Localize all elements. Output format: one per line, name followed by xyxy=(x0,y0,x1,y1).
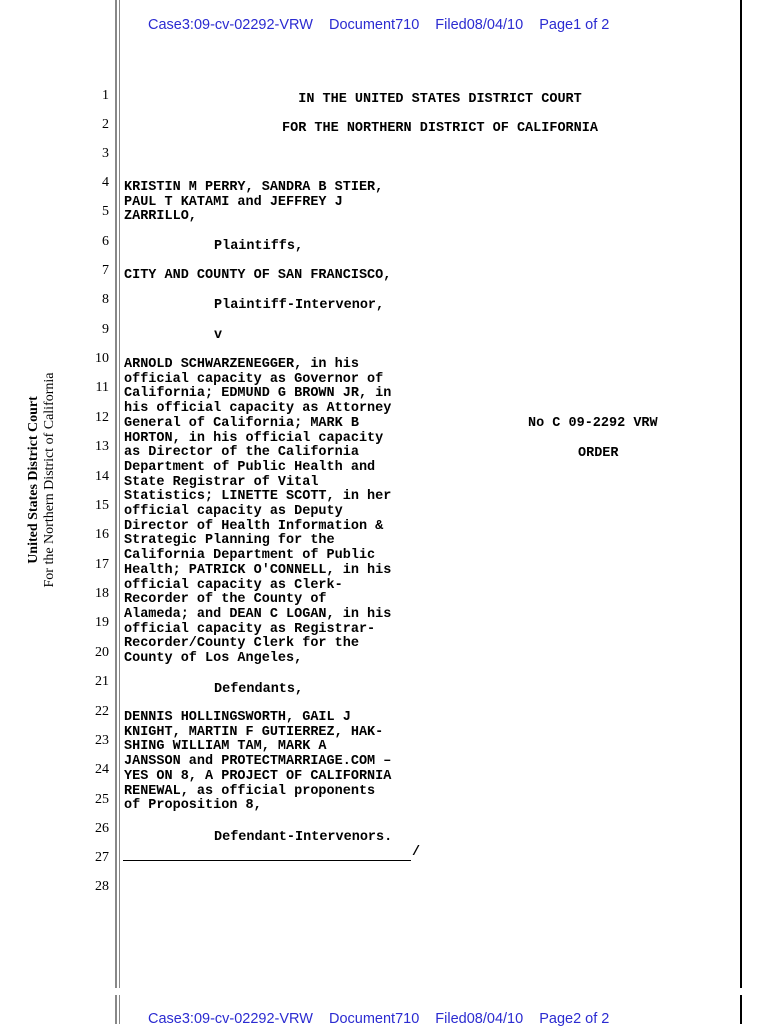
document-title: ORDER xyxy=(578,446,619,461)
caption-line: Strategic Planning for the xyxy=(124,533,335,549)
defendants-names xyxy=(124,358,391,667)
left-margin-rule xyxy=(115,0,117,988)
caption-line: official capacity as Clerk- xyxy=(124,577,343,593)
caption-line: as Director of the California xyxy=(124,445,359,461)
line-number: 17 xyxy=(95,557,109,572)
line-number: 20 xyxy=(95,645,109,660)
header-document-number: Document710 xyxy=(328,17,420,33)
defendant-intervenors-names xyxy=(124,711,391,814)
court-title-line1: IN THE UNITED STATES DISTRICT COURT xyxy=(298,92,582,107)
intervenor-label: Plaintiff-Intervenor, xyxy=(214,298,385,313)
side-label-court: United States District Court xyxy=(26,396,41,564)
line-number: 3 xyxy=(102,146,109,161)
header-document-number: Document710 xyxy=(328,1011,420,1027)
ecf-header xyxy=(148,17,621,33)
line-number: 18 xyxy=(95,586,109,601)
caption-line: KNIGHT, MARTIN F GUTIERREZ, HAK- xyxy=(124,724,384,740)
caption-line: RENEWAL, as official proponents xyxy=(124,783,376,799)
header-page: Page1 of 2 xyxy=(539,17,610,33)
versus: v xyxy=(214,328,223,343)
caption-line: official capacity as Registrar- xyxy=(124,621,376,637)
line-number: 16 xyxy=(95,527,109,542)
line-number: 11 xyxy=(95,380,109,395)
defendant-intervenors-label: Defendant-Intervenors. xyxy=(214,830,393,845)
line-number: 1 xyxy=(102,88,109,103)
caption-line: General of California; MARK B xyxy=(124,415,359,431)
caption-line: Recorder/County Clerk for the xyxy=(124,636,359,652)
line-number: 25 xyxy=(95,792,109,807)
caption-line: of Proposition 8, xyxy=(124,798,262,814)
line-number: 28 xyxy=(95,879,109,894)
caption-line: his official capacity as Attorney xyxy=(124,401,392,417)
court-title-line2: FOR THE NORTHERN DISTRICT OF CALIFORNIA xyxy=(282,121,598,136)
plaintiffs-names xyxy=(124,181,383,225)
line-number: 4 xyxy=(102,175,109,190)
caption-slash: / xyxy=(412,845,421,860)
line-number: 10 xyxy=(95,351,109,366)
caption-line: California Department of Public xyxy=(124,548,376,564)
line-number: 2 xyxy=(102,117,109,132)
caption-line: Statistics; LINETTE SCOTT, in her xyxy=(124,489,392,505)
header-page: Page2 of 2 xyxy=(539,1011,610,1027)
line-number: 5 xyxy=(102,204,109,219)
left-margin-rule-inner xyxy=(119,0,120,988)
line-number: 8 xyxy=(102,292,109,307)
caption-line: Recorder of the County of xyxy=(124,592,327,608)
side-label-district: For the Northern District of California xyxy=(42,372,57,588)
right-margin-rule-page2 xyxy=(740,995,742,1024)
caption-line: State Registrar of Vital xyxy=(124,474,319,490)
plaintiffs-label: Plaintiffs, xyxy=(214,239,304,254)
line-number: 27 xyxy=(95,850,109,865)
ecf-header-page2 xyxy=(148,1011,621,1027)
caption-line: Director of Health Information & xyxy=(124,518,384,534)
caption-line: ARNOLD SCHWARZENEGGER, in his xyxy=(124,357,359,372)
right-margin-rule xyxy=(740,0,742,988)
header-filed-date: Filed08/04/10 xyxy=(435,1011,524,1027)
left-margin-rule-inner-page2 xyxy=(119,995,120,1024)
plaintiffs-name-line: PAUL T KATAMI and JEFFREY J xyxy=(124,194,343,210)
line-number: 13 xyxy=(95,439,109,454)
line-number: 22 xyxy=(95,704,109,719)
caption-line: JANSSON and PROTECTMARRIAGE.COM – xyxy=(124,754,392,770)
case-number: No C 09-2292 VRW xyxy=(528,416,658,431)
caption-line: Alameda; and DEAN C LOGAN, in his xyxy=(124,606,392,622)
caption-line: California; EDMUND G BROWN JR, in xyxy=(124,386,392,402)
line-number: 21 xyxy=(95,674,109,689)
line-number: 12 xyxy=(95,410,109,425)
header-case-number: Case3:09-cv-02292-VRW xyxy=(148,1011,313,1027)
caption-line: HORTON, in his official capacity xyxy=(124,430,384,446)
caption-line: official capacity as Deputy xyxy=(124,504,343,520)
line-number: 6 xyxy=(102,234,109,249)
header-filed-date: Filed08/04/10 xyxy=(435,17,524,33)
line-number: 23 xyxy=(95,733,109,748)
left-margin-rule-page2 xyxy=(115,995,117,1024)
caption-line: SHING WILLIAM TAM, MARK A xyxy=(124,739,327,755)
caption-line: YES ON 8, A PROJECT OF CALIFORNIA xyxy=(124,768,392,784)
caption-line: County of Los Angeles, xyxy=(124,651,303,667)
caption-line: Health; PATRICK O'CONNELL, in his xyxy=(124,562,392,578)
caption-line: official capacity as Governor of xyxy=(124,371,384,387)
caption-signature-line xyxy=(123,860,411,861)
plaintiffs-name-line: KRISTIN M PERRY, SANDRA B STIER, xyxy=(124,180,384,195)
line-number: 24 xyxy=(95,762,109,777)
line-number: 26 xyxy=(95,821,109,836)
intervenor-name: CITY AND COUNTY OF SAN FRANCISCO, xyxy=(124,268,392,283)
line-number: 7 xyxy=(102,263,109,278)
line-number: 15 xyxy=(95,498,109,513)
caption-line: DENNIS HOLLINGSWORTH, GAIL J xyxy=(124,710,351,725)
line-number: 19 xyxy=(95,615,109,630)
line-number: 9 xyxy=(102,322,109,337)
plaintiffs-name-line: ZARRILLO, xyxy=(124,209,197,225)
caption-line: Department of Public Health and xyxy=(124,459,376,475)
header-case-number: Case3:09-cv-02292-VRW xyxy=(148,17,313,33)
defendants-label: Defendants, xyxy=(214,682,304,697)
line-number: 14 xyxy=(95,469,109,484)
